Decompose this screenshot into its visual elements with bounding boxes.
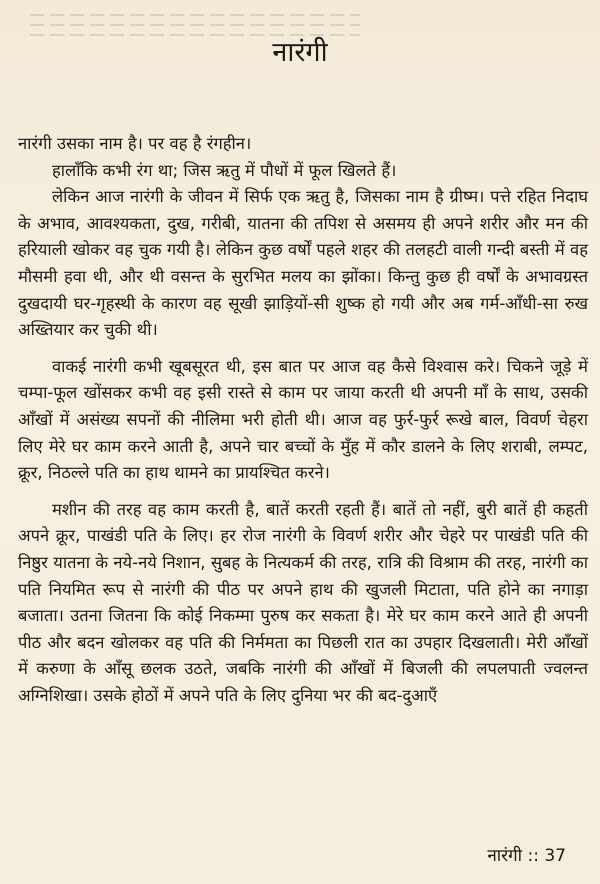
paragraph-3: लेकिन आज नारंगी के जीवन में सिर्फ एक ऋतु है, जिसका नाम है ग्रीष्म। पत्ते रहित निदाघ के अभाव, आवश्यकता, दुख, गरीबी, यातना की तपिश से असमय ही अपने शरीर और मन की हरियाली खोकर वह चुक गयी है। लेकिन कुछ वर्षों पहले शहर की तलहटी वाली गन्दी बस्ती में वह मौसमी हवा थी, और थी वसन्त के सुरभित मलय का झोंका। किन्तु कुछ ही वर्षों के अभावग्रस्त दुखदायी घर-गृहस्थी के कारण वह सूखी झाड़ियों-सी शुष्क हो गयी और अब गर्म-आँधी-सा रुख अख्तियार कर चुकी थी। (18, 187, 588, 340)
page-footer (487, 844, 566, 868)
footer-separator: :: (527, 846, 539, 866)
page-title: नारंगी (272, 37, 328, 68)
running-title: नारंगी (487, 846, 523, 866)
paragraph-1: नारंगी उसका नाम है। पर वह है रंगहीन। (18, 134, 252, 153)
paragraph-2: हालाँकि कभी रंग था; जिस ऋतु में पौधों में फूल खिलते हैं। (52, 160, 397, 180)
paragraph-4: वाकई नारंगी कभी खूबसूरत थी, इस बात पर आज वह कैसे विश्वास करे। चिकने जूड़े में चम्पा-फूल खोंसकर कभी वह इसी रास्ते से काम पर जाया करती थी अपनी माँ के साथ, उसकी आँखों में असंख्य सपनों की नीलिमा भरी होती थी। आज वह फुर्र-फुर्र रूखे बाल, विवर्ण चेहरा लिए मेरे घर काम करने आती है, अपने चार बच्चों के मुँह में कौर डालने के लिए शराबी, लम्पट, क्रूर, निठल्ले पति का हाथ थामने का प्रायश्चित करने। (18, 356, 588, 483)
paragraph-5: मशीन की तरह वह काम करती है, बातें करती रहती हैं। बातें तो नहीं, बुरी बातें ही कहती अपने क्रूर, पाखंडी पति के लिए। हर रोज नारंगी के विवर्ण शरीर और चेहरे पर पाखंडी पति की निष्ठुर यातना के नये-नये निशान, सुबह के नित्यकर्म की तरह, रात्रि की विश्राम की तरह, नारंगी का पति नियमित रूप से नारंगी की पीठ पर अपने हाथ की खुजली मिटाता, पति होने का नगाड़ा बजाता। उतना जितना कि कोई निकम्मा पुरुष कर सकता है। मेरे घर काम करने आते ही अपनी पीठ और बदन खोलकर वह पति की निर्ममता का पिछली रात का उपहार दिखलाती। मेरी आँखों में करुणा के आँसू छलक उठते, जबकि नारंगी की आँखों में बिजली की लपलपाती ज्वलन्त अग्निशिखा। उसके होठों में अपने पति के लिए दुनिया भर की बद-दुआएँ (18, 499, 588, 705)
body-text (18, 131, 588, 709)
page-number: 37 (544, 846, 566, 866)
